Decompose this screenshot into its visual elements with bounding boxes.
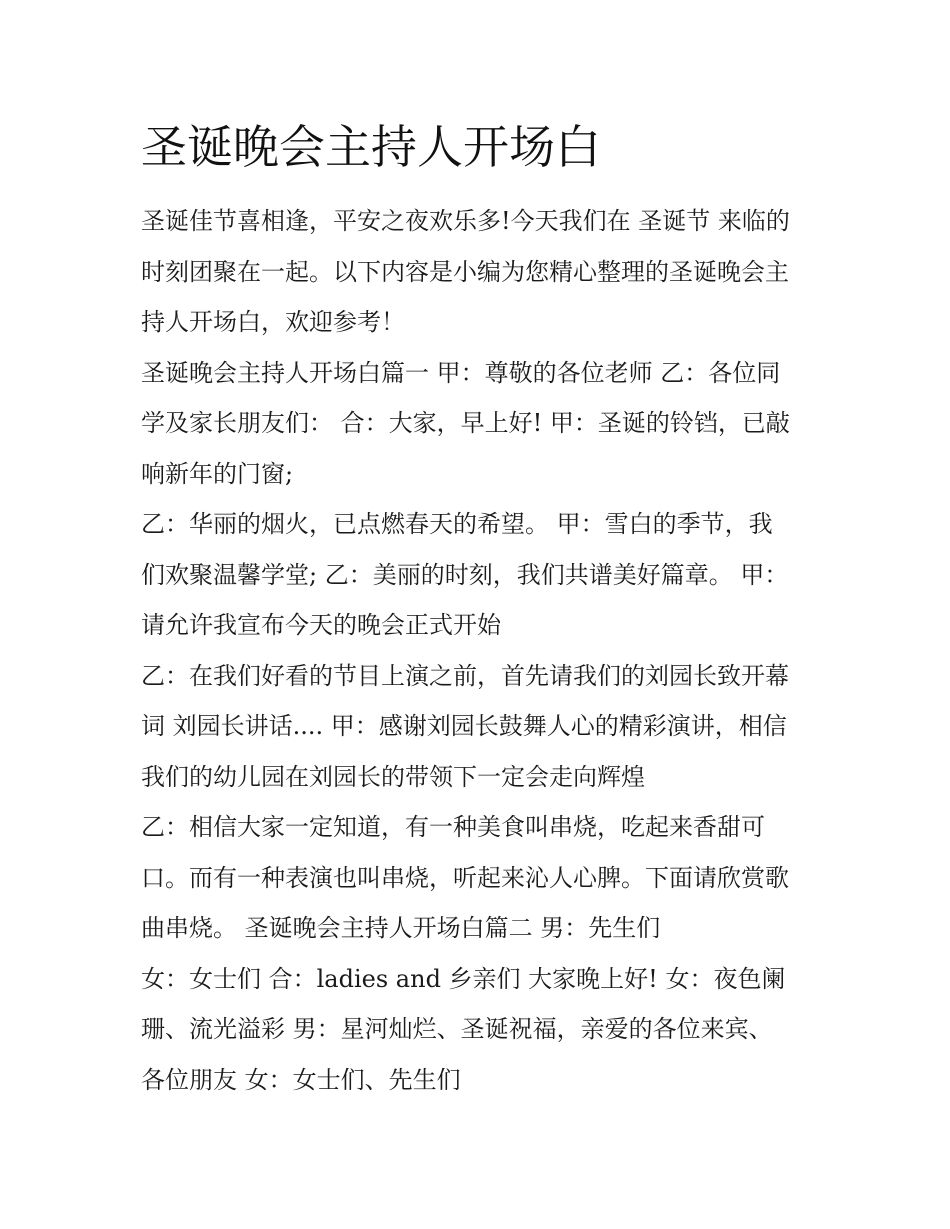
body-line-9: 请允许我宣布今天的晚会正式开始 [141,611,501,639]
body-line-18: 各位朋友 女：女士们、先生们 [141,1065,461,1094]
body-line-16: 女：女士们 合：ladies and 乡亲们 大家晚上好! 女：夜色阑 [141,964,786,993]
body-line-6: 响新年的门窗; [141,459,294,488]
body-line-2: 时刻团聚在一起。以下内容是小编为您精心整理的圣诞晚会主 [141,257,789,286]
body-line-3: 持人开场白，欢迎参考！ [141,308,405,336]
body-line-14: 口。而有一种表演也叫串烧，听起来沁人心脾。下面请欣赏歌 [141,863,789,892]
body-line-13: 乙：相信大家一定知道，有一种美食叫串烧，吃起来香甜可 [141,813,765,841]
body-line-10: 乙：在我们好看的节目上演之前，首先请我们的刘园长致开幕 [141,661,789,690]
body-line-12: 我们的幼儿园在刘园长的带领下一定会走向辉煌 [141,762,645,791]
body-line-11: 词 刘园长讲话.... 甲：感谢刘园长鼓舞人心的精彩演讲，相信 [141,712,787,740]
body-line-4: 圣诞晚会主持人开场白篇一 甲：尊敬的各位老师 乙：各位同 [141,358,781,387]
body-line-7: 乙：华丽的烟火，已点燃春天的希望。 甲：雪白的季节，我 [141,510,773,538]
body-line-5: 学及家长朋友们： 合：大家，早上好! 甲：圣诞的铃铛，已敲 [141,409,790,437]
document-title: 圣诞晚会主持人开场白 [141,120,601,174]
body-line-15: 曲串烧。 圣诞晚会主持人开场白篇二 男：先生们 [141,914,661,942]
document-body [141,196,821,1105]
body-line-17: 珊、流光溢彩 男：星河灿烂、圣诞祝福，亲爱的各位来宾、 [141,1015,773,1043]
body-line-1: 圣诞佳节喜相逢，平安之夜欢乐多!今天我们在 圣诞节 来临的 [141,207,790,235]
body-line-8: 们欢聚温馨学堂; 乙：美丽的时刻，我们共谱美好篇章。 甲： [141,560,789,589]
